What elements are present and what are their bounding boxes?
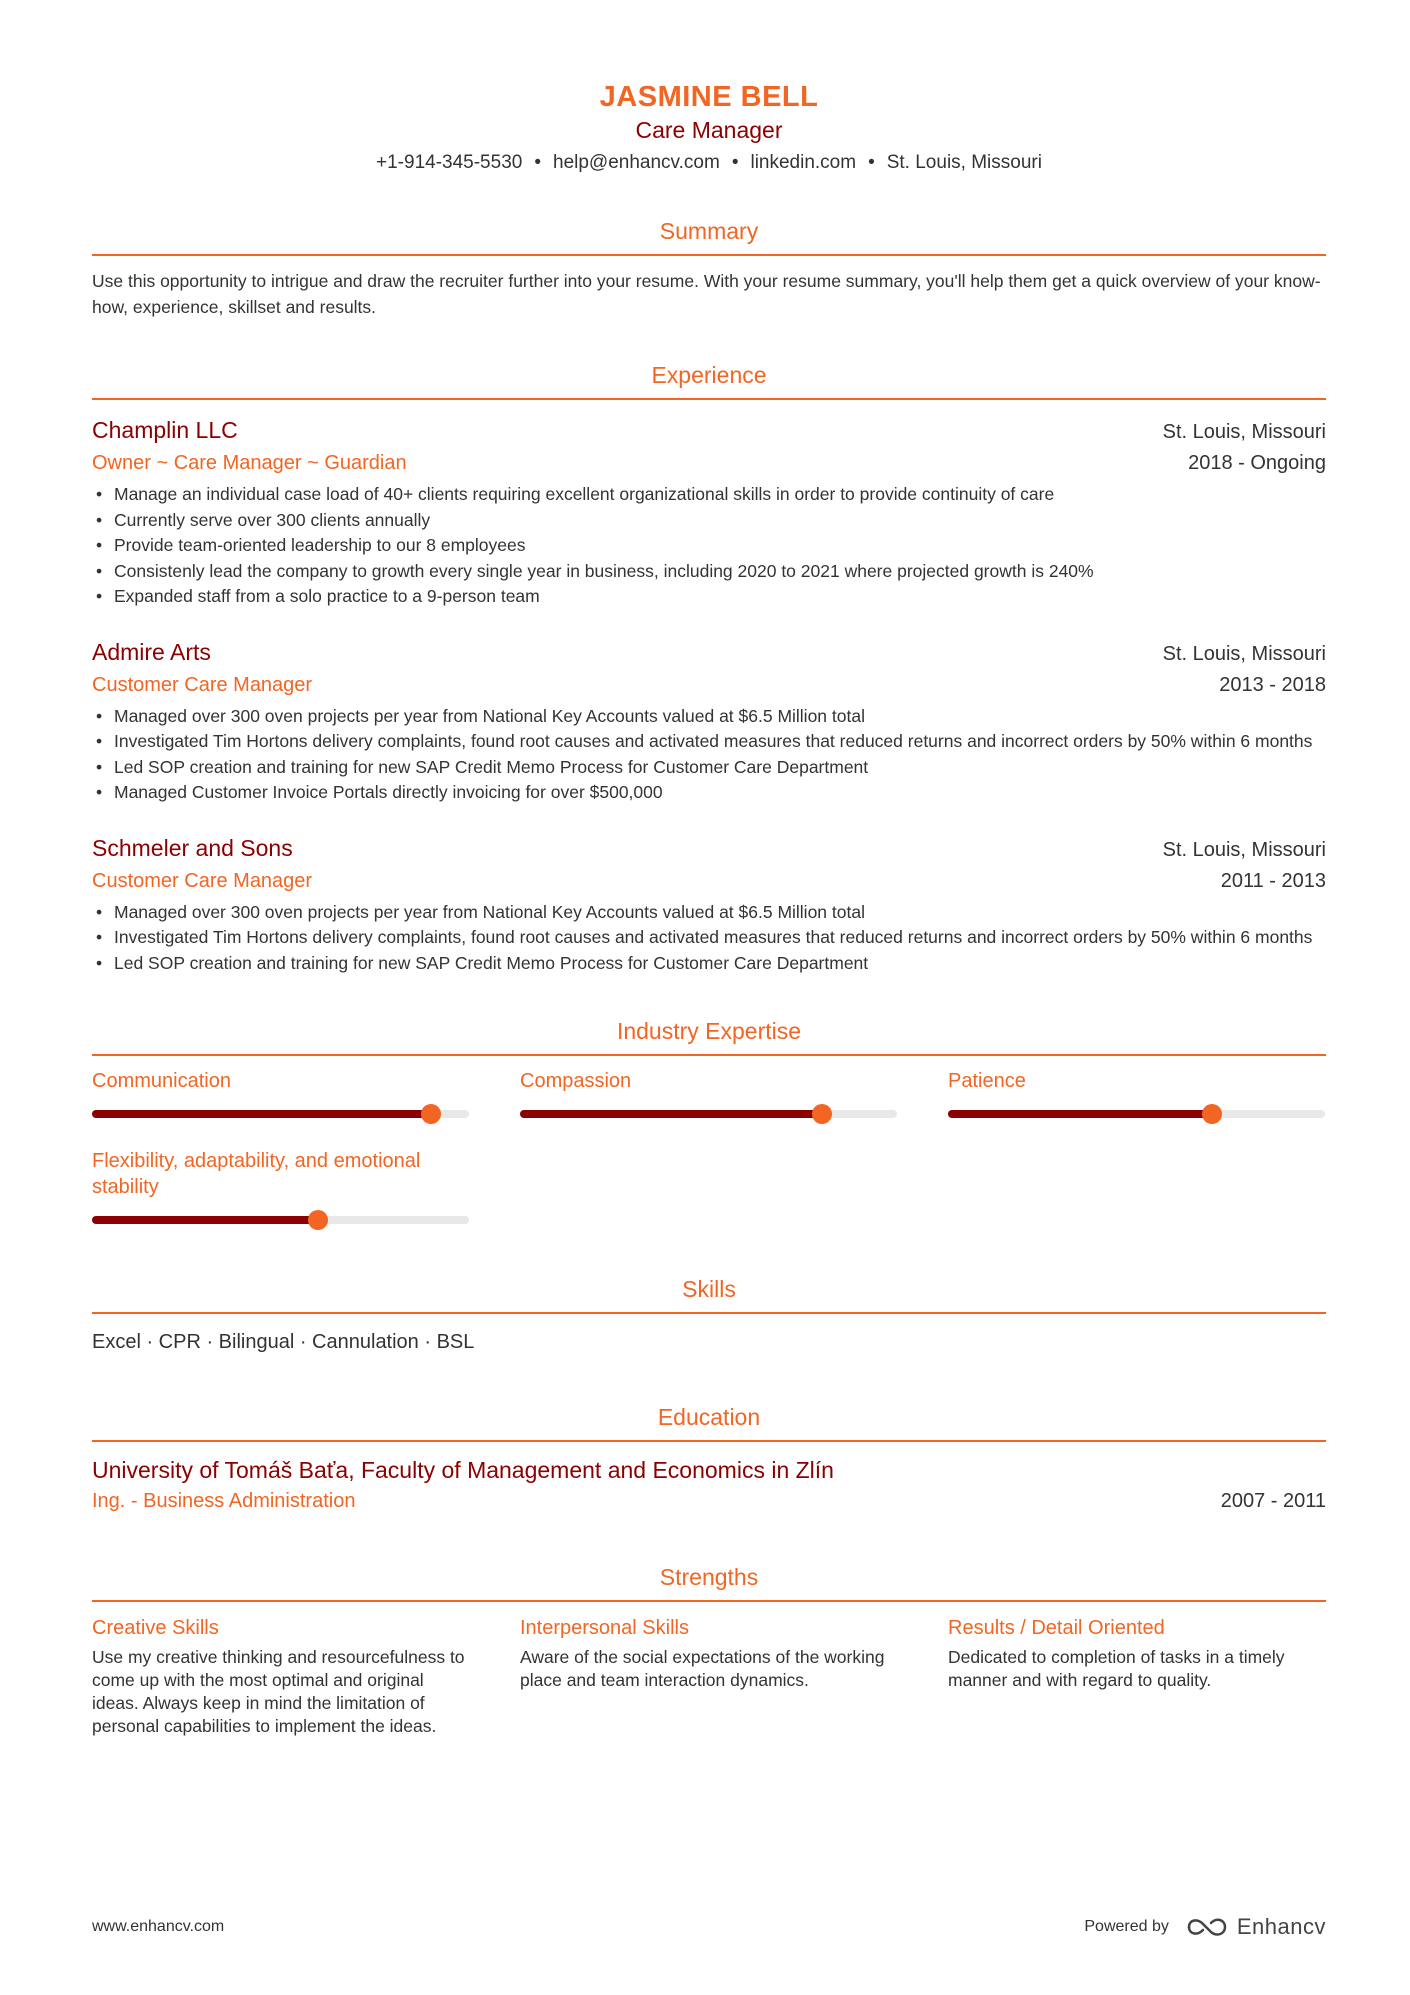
list-item: • Provide team-oriented leadership to our 8 employees	[92, 533, 1326, 559]
list-item: • Expanded staff from a solo practice to a 9-person team	[92, 584, 1326, 610]
candidate-name: JASMINE BELL	[599, 81, 819, 113]
list-item: • Investigated Tim Hortons delivery complaints, found root causes and activated measures that reduced returns and incorrect orders by 50% within 6 months	[92, 729, 1326, 755]
job-bullets	[92, 900, 1326, 977]
phone[interactable]: +1-914-345-5530	[376, 152, 523, 173]
expertise-bar	[520, 1110, 897, 1118]
expertise-label: Flexibility, adaptability, and emotional stability	[92, 1150, 421, 1198]
section-heading: Experience	[92, 358, 1326, 400]
section-heading: Skills	[92, 1272, 1326, 1314]
section-heading: Industry Expertise	[92, 1014, 1326, 1056]
company-name: Champlin LLC	[92, 417, 238, 443]
job-location: St. Louis, Missouri	[1162, 642, 1326, 665]
resume-header	[92, 0, 1326, 176]
education-dates: 2007 - 2011	[1220, 1490, 1326, 1512]
footer-url[interactable]: www.enhancv.com	[92, 1918, 225, 1935]
resume-page	[92, 0, 1326, 1738]
experience-section	[92, 358, 1326, 976]
strength-item	[92, 1614, 469, 1738]
skills-list: Excel · CPR · Bilingual · Cannulation · BSL	[92, 1331, 475, 1353]
bar-fill	[92, 1216, 318, 1224]
summary-text: Use this opportunity to intrigue and draw the recruiter further into your resume. With your resume summary, you'll help them get a quick overview of your know-how, experience, skillset and results.	[92, 271, 1321, 317]
contact-line	[92, 150, 1326, 176]
expertise-label: Communication	[92, 1070, 231, 1092]
job-dates: 2018 - Ongoing	[1188, 452, 1326, 474]
education-section	[92, 1400, 1326, 1516]
powered-by-label: Powered by	[1084, 1918, 1169, 1935]
expertise-item	[520, 1068, 897, 1118]
strength-title: Creative Skills	[92, 1617, 219, 1639]
expertise-bar	[92, 1216, 469, 1224]
strength-item	[520, 1614, 897, 1738]
strength-title: Results / Detail Oriented	[948, 1617, 1165, 1639]
brand-name: Enhancv	[1236, 1914, 1326, 1939]
list-item: • Managed over 300 oven projects per year from National Key Accounts valued at $6.5 Million total	[92, 704, 1326, 730]
separator: •	[868, 152, 875, 173]
job-position: Customer Care Manager	[92, 869, 313, 892]
powered-by	[1084, 1914, 1326, 1940]
list-item: • Currently serve over 300 clients annually	[92, 508, 1326, 534]
summary-section	[92, 214, 1326, 320]
degree: Ing. - Business Administration	[92, 1490, 356, 1512]
company-name: Schmeler and Sons	[92, 834, 293, 861]
bar-dot	[1202, 1104, 1222, 1124]
strength-description: Use my creative thinking and resourcefulness to come up with the most optimal and original ideas. Always keep in mind the limitation of personal capabilities to implement the ideas.	[92, 1647, 465, 1736]
job-dates: 2011 - 2013	[1220, 869, 1326, 892]
job-location: St. Louis, Missouri	[1162, 421, 1326, 443]
section-heading: Education	[92, 1400, 1326, 1442]
school-name: University of Tomáš Baťa, Faculty of Management and Economics in Zlín	[92, 1457, 834, 1483]
list-item: • Managed Customer Invoice Portals directly invoicing for over $500,000	[92, 780, 1326, 806]
list-item: • Investigated Tim Hortons delivery complaints, found root causes and activated measures that reduced returns and incorrect orders by 50% within 6 months	[92, 925, 1326, 951]
job-entry	[92, 414, 1326, 610]
section-heading: Summary	[92, 214, 1326, 256]
expertise-item	[92, 1148, 469, 1224]
job-bullets	[92, 704, 1326, 806]
list-item: • Led SOP creation and training for new SAP Credit Memo Process for Customer Care Department	[92, 755, 1326, 781]
job-position: Owner ~ Care Manager ~ Guardian	[92, 452, 407, 474]
candidate-title: Care Manager	[635, 117, 783, 143]
list-item: • Consistenly lead the company to growth every single year in business, including 2020 to 2021 where projected growth is 240%	[92, 559, 1326, 585]
list-item: • Led SOP creation and training for new SAP Credit Memo Process for Customer Care Department	[92, 951, 1326, 977]
company-name: Admire Arts	[92, 638, 211, 665]
strength-title: Interpersonal Skills	[520, 1617, 689, 1639]
expertise-label: Patience	[948, 1070, 1026, 1092]
job-location: St. Louis, Missouri	[1162, 838, 1326, 861]
skills-section	[92, 1272, 1326, 1356]
strengths-section	[92, 1560, 1326, 1738]
expertise-item	[948, 1068, 1325, 1118]
separator: •	[534, 152, 541, 173]
bar-fill	[520, 1110, 822, 1118]
expertise-label: Compassion	[520, 1070, 632, 1092]
bar-dot	[421, 1104, 441, 1124]
list-item: • Manage an individual case load of 40+ clients requiring excellent organizational skills in order to provide continuity of care	[92, 482, 1326, 508]
location: St. Louis, Missouri	[886, 152, 1042, 173]
expertise-item	[92, 1068, 469, 1118]
job-bullets	[92, 482, 1326, 610]
expertise-section	[92, 1014, 1326, 1224]
list-item: • Managed over 300 oven projects per year from National Key Accounts valued at $6.5 Million total	[92, 900, 1326, 926]
enhancv-logo-icon	[1187, 1915, 1227, 1939]
separator: •	[731, 152, 739, 173]
brand-logo[interactable]	[1187, 1914, 1326, 1940]
linkedin[interactable]: linkedin.com	[750, 152, 857, 173]
expertise-bar	[948, 1110, 1325, 1118]
strengths-grid	[92, 1614, 1326, 1738]
expertise-bar	[92, 1110, 469, 1118]
bar-fill	[92, 1110, 431, 1118]
job-entry	[92, 832, 1326, 977]
job-position: Customer Care Manager	[92, 673, 313, 696]
page-footer	[92, 1914, 1326, 1940]
strength-item	[948, 1614, 1325, 1738]
strength-description: Aware of the social expectations of the working place and team interaction dynamics.	[520, 1647, 885, 1690]
email[interactable]: help@enhancv.com	[553, 152, 720, 173]
expertise-grid	[92, 1068, 1326, 1224]
section-heading: Strengths	[92, 1560, 1326, 1602]
bar-fill	[948, 1110, 1212, 1118]
job-entry	[92, 636, 1326, 806]
job-dates: 2013 - 2018	[1219, 673, 1326, 696]
strength-description: Dedicated to completion of tasks in a timely manner and with regard to quality.	[948, 1647, 1285, 1690]
bar-dot	[308, 1210, 328, 1230]
bar-dot	[812, 1104, 832, 1124]
